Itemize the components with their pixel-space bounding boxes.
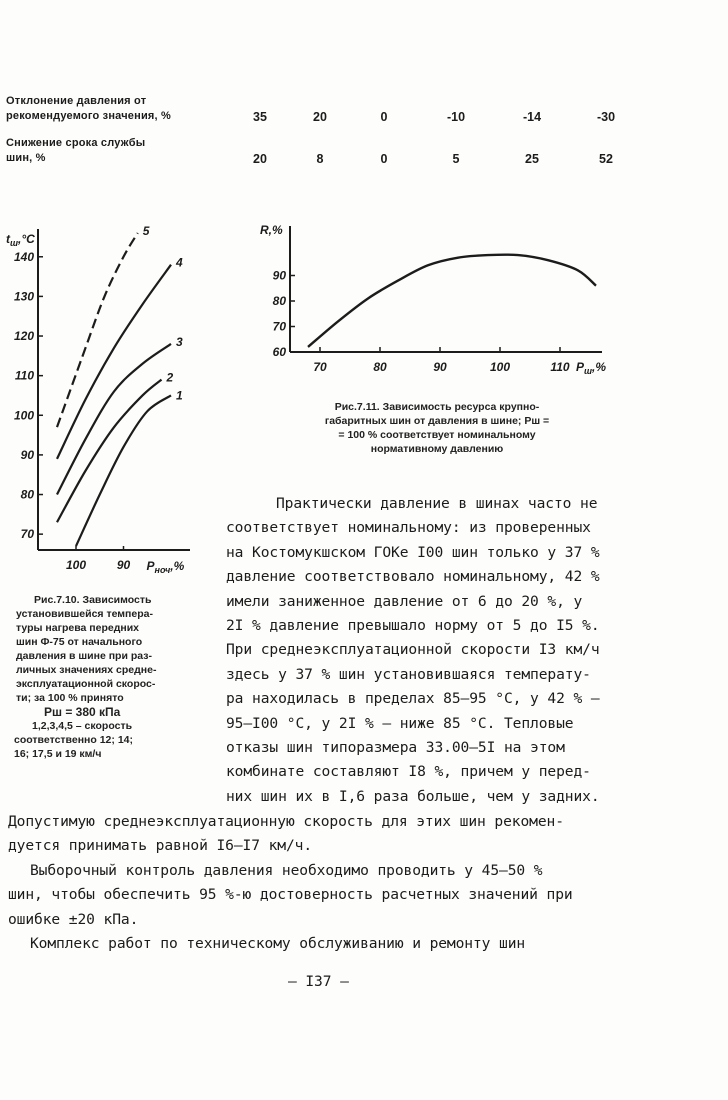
series-label: 3 xyxy=(176,334,183,349)
y-tick-label: 90 xyxy=(20,447,34,462)
caption-line: Рис.7.11. Зависимость ресурса крупно- xyxy=(334,401,540,413)
caption-line: 1,2,3,4,5 – скорость xyxy=(32,720,133,732)
text-line: них шин их в I,6 раза больше, чем у задних. xyxy=(226,787,600,805)
x-tick-label: 100 xyxy=(489,360,511,374)
row1-value: 35 xyxy=(253,110,267,124)
text-line: отказы шин типоразмера 33.00–5I на этом xyxy=(226,739,565,757)
series-line-R xyxy=(308,255,596,347)
x-axis-label: $P_{ноч},\%$ xyxy=(146,559,185,575)
caption-lines xyxy=(14,593,214,705)
caption-line: габаритных шин от давления в шине; Рш = xyxy=(324,415,550,427)
caption-line: туры нагрева передних xyxy=(16,622,140,634)
x-tick-label: 90 xyxy=(116,558,131,572)
y-tick-label: 80 xyxy=(20,487,34,502)
row1-label xyxy=(6,94,171,124)
row1-value: -30 xyxy=(596,110,616,124)
caption-lines xyxy=(272,400,602,456)
caption-line: соответственно 12; 14; xyxy=(14,734,133,746)
caption-formula: Рш = 380 кПа xyxy=(44,705,121,719)
row2-value: 25 xyxy=(525,152,539,166)
caption-line: Рис.7.10. Зависимость xyxy=(34,594,152,606)
row2-label-line: шин, % xyxy=(6,152,46,164)
caption-line: шин Ф-75 от начального xyxy=(16,636,143,648)
body-side-column xyxy=(226,492,600,809)
y-tick-label: 90 xyxy=(272,268,286,283)
y-tick-label: 70 xyxy=(20,527,34,542)
row1-values xyxy=(240,110,638,124)
series-label: 2 xyxy=(166,370,174,385)
y-tick-label: 140 xyxy=(13,249,34,264)
body-full-width xyxy=(8,810,573,956)
caption-line: 16; 17,5 и 19 км/ч xyxy=(14,748,102,760)
row1-value: 0 xyxy=(380,110,388,124)
figure-7-10-chart xyxy=(0,215,215,590)
row2-value: 52 xyxy=(599,152,613,166)
text-line: дуется принимать равной I6–I7 км/ч. xyxy=(8,837,313,855)
y-axis-label: $t_ш,^\circ C$ xyxy=(6,232,35,248)
caption-line: давления в шине при раз- xyxy=(16,650,152,662)
text-line: Допустимую среднеэксплуатационную скорость для этих шин рекомен- xyxy=(8,813,564,830)
caption-line: личных значениях средне- xyxy=(16,664,157,676)
text-line: ра находилась в пределах 85–95 °С, у 42 % – xyxy=(226,690,600,708)
figure-7-11-caption xyxy=(272,400,602,456)
text-line: здесь у 37 % шин установившаяся температу- xyxy=(226,665,591,683)
series-line-3 xyxy=(57,344,171,495)
row2-value: 5 xyxy=(452,152,460,166)
y-tick-label: 110 xyxy=(14,368,34,383)
caption-line: = 100 % соответствует номинальному xyxy=(338,429,536,441)
text-line: ошибке ±20 кПа. xyxy=(8,910,139,928)
row2-label-line: Снижение срока службы xyxy=(6,137,146,149)
caption-line: ти; за 100 % принято xyxy=(16,692,124,704)
y-tick-label: 120 xyxy=(13,329,34,344)
y-axis-label: R,% xyxy=(260,223,283,237)
text-line: 95–I00 °С, у 2I % – ниже 85 °С. Тепловые xyxy=(226,714,574,732)
y-tick-label: 80 xyxy=(272,294,286,308)
x-axis-label: $P_ш,\%$ xyxy=(576,360,607,376)
text-line: шин, чтобы обеспечить 95 %-ю достоверность расчетных значений при xyxy=(8,886,573,904)
text-line: При среднеэксплуатационной скорости I3 км/ч xyxy=(226,641,600,659)
text-line: соответствует номинальному: из проверенных xyxy=(226,519,591,537)
caption-tail xyxy=(14,719,214,761)
series-label: 5 xyxy=(142,224,150,238)
caption-line: эксплуатационной скорос- xyxy=(16,678,156,690)
series-line-4 xyxy=(57,265,171,459)
text-line: на Костомукшском ГОКе I00 шин только у 37 % xyxy=(226,543,600,561)
row1-value: -10 xyxy=(446,110,466,124)
text-line: имели заниженное давление от 6 до 20 %, у xyxy=(226,592,583,610)
series-label: 1 xyxy=(176,388,183,403)
figure-7-11-chart xyxy=(250,212,620,387)
row2-label xyxy=(6,136,145,166)
caption-line: нормативному давлению xyxy=(370,443,504,455)
x-tick-label: 80 xyxy=(373,360,387,374)
caption-line: установившейся темпера- xyxy=(16,608,153,620)
row2-values xyxy=(240,152,638,166)
row2-value: 8 xyxy=(316,152,324,166)
row2-value: 0 xyxy=(380,152,388,166)
row1-value: -14 xyxy=(522,110,542,124)
x-tick-label: 110 xyxy=(550,360,570,374)
figure-7-10-caption xyxy=(14,593,214,761)
x-tick-label: 100 xyxy=(65,558,87,572)
page-number: – I37 – xyxy=(288,973,349,990)
y-tick-label: 60 xyxy=(272,345,286,359)
y-tick-label: 100 xyxy=(13,408,34,423)
series-line-1 xyxy=(76,395,171,546)
text-line: комбинате составляют I8 %, причем у перед- xyxy=(226,763,591,781)
text-line: Выборочный контроль давления необходимо проводить у 45–50 % xyxy=(30,861,543,879)
row1-value: 20 xyxy=(313,110,327,124)
y-tick-label: 130 xyxy=(13,289,34,304)
x-tick-label: 70 xyxy=(313,360,327,374)
series-line-2 xyxy=(57,380,162,523)
text-line: Комплекс работ по техническому обслуживанию и ремонту шин xyxy=(30,935,526,953)
text-line: Практически давление в шинах часто не xyxy=(276,495,598,512)
series-label: 4 xyxy=(176,255,183,270)
text-line: 2I % давление превышало норму от 5 до I5 %. xyxy=(226,617,600,635)
x-tick-label: 90 xyxy=(433,360,447,374)
row1-label-line: рекомендуемого значения, % xyxy=(6,110,172,122)
row1-label-line: Отклонение давления от xyxy=(6,95,147,107)
text-line: давление соответствовало номинальному, 42 % xyxy=(226,568,600,586)
row2-value: 20 xyxy=(253,152,267,166)
y-tick-label: 70 xyxy=(272,319,286,334)
